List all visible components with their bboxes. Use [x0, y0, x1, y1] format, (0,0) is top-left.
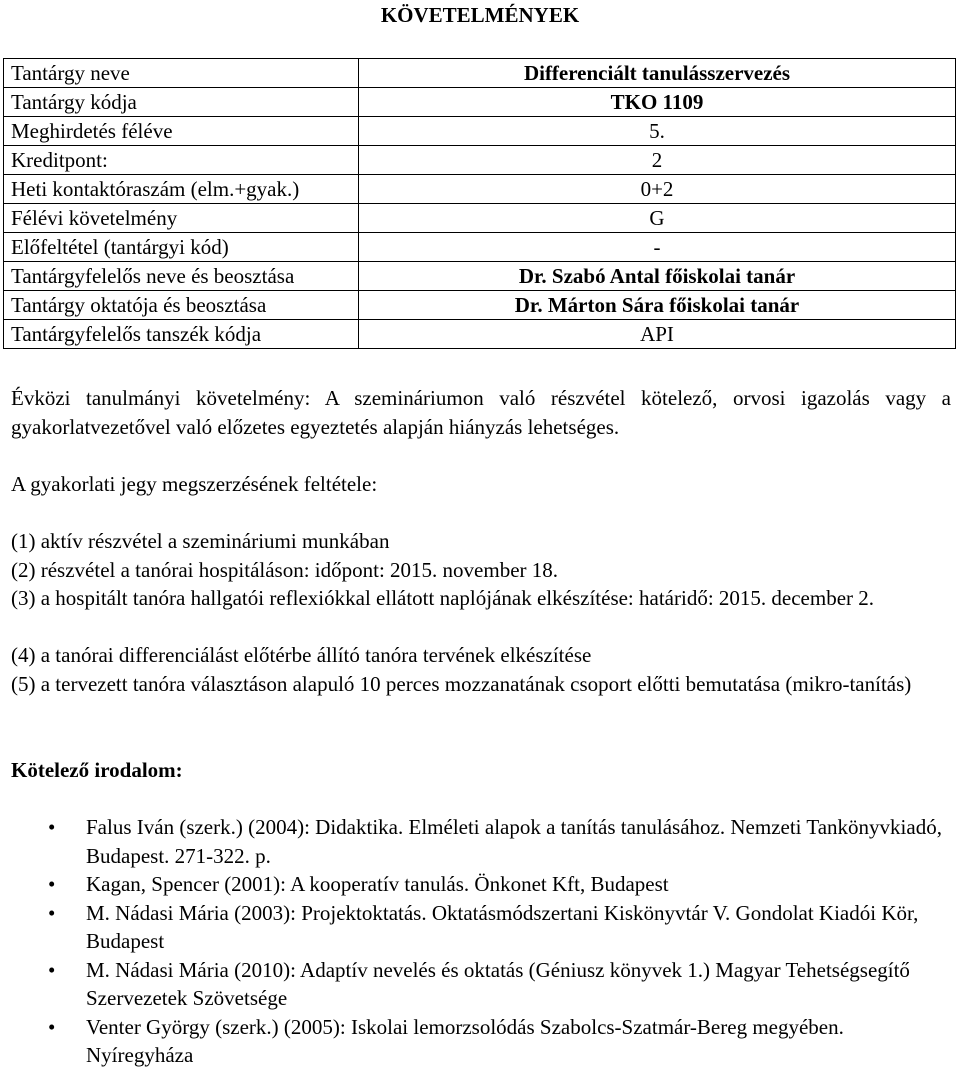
course-info-table: [3, 58, 956, 349]
info-value: G: [359, 204, 956, 233]
info-label: Tantárgy kódja: [4, 88, 359, 117]
info-label: Előfeltétel (tantárgyi kód): [4, 233, 359, 262]
bullet-icon: •: [48, 815, 56, 839]
info-label: Tantárgyfelelős tanszék kódja: [4, 320, 359, 349]
info-value: 0+2: [359, 175, 956, 204]
table-row: [4, 175, 956, 204]
bullet-icon: •: [48, 900, 56, 925]
list-item: [20, 956, 955, 1013]
literature-entry: Venter György (szerk.) (2005): Iskolai lemorzsolódás Szabolcs-Szatmár-Bereg megyében. Nyíregyháza: [86, 1014, 844, 1067]
table-row: [4, 146, 956, 175]
table-row: [4, 233, 956, 262]
table-row: [4, 204, 956, 233]
table-row: [4, 59, 956, 88]
info-value: Differenciált tanulásszervezés: [359, 59, 956, 88]
table-row: [4, 291, 956, 320]
info-label: Kreditpont:: [4, 146, 359, 175]
info-label: Tantárgy neve: [4, 59, 359, 88]
info-value: 5.: [359, 117, 956, 146]
info-value: Dr. Szabó Antal főiskolai tanár: [359, 262, 956, 291]
bullet-icon: •: [48, 957, 56, 982]
table-row: [4, 262, 956, 291]
condition-item: (5) a tervezett tanóra választáson alapuló 10 perces mozzanatának csoport előtti bemutatása (mikro-tanítás): [11, 672, 912, 696]
info-label: Félévi követelmény: [4, 204, 359, 233]
bullet-icon: •: [48, 1014, 56, 1039]
literature-heading: Kötelező irodalom:: [11, 758, 183, 782]
condition-item: (3) a hospitált tanóra hallgatói reflexiókkal ellátott naplójának elkészítése: határidő: 2015. december 2.: [11, 586, 875, 610]
literature-list: [20, 813, 955, 1070]
bullet-icon: •: [48, 872, 56, 896]
info-value: -: [359, 233, 956, 262]
list-item: [20, 1013, 955, 1070]
table-row: [4, 117, 956, 146]
info-label: Tantárgyfelelős neve és beosztása: [4, 262, 359, 291]
info-value: TKO 1109: [359, 88, 956, 117]
info-value: API: [359, 320, 956, 349]
list-item: [20, 899, 955, 956]
info-label: Meghirdetés féléve: [4, 117, 359, 146]
conditions-heading: A gyakorlati jegy megszerzésének feltétele:: [11, 472, 378, 496]
literature-entry: M. Nádasi Mária (2010): Adaptív nevelés és oktatás (Géniusz könyvek 1.) Magyar Tehetségsegítő Szervezetek Szövetsége: [86, 957, 910, 1010]
condition-item: (4) a tanórai differenciálást előtérbe állító tanóra tervének elkészítése: [11, 643, 592, 667]
info-value: 2: [359, 146, 956, 175]
info-label: Heti kontaktóraszám (elm.+gyak.): [4, 175, 359, 204]
list-item: [20, 870, 955, 899]
literature-entry: M. Nádasi Mária (2003): Projektoktatás. Oktatásmódszertani Kiskönyvtár V. Gondolat Kiadói Kör, Budapest: [86, 900, 919, 953]
condition-item: (1) aktív részvétel a szemináriumi munkában: [11, 529, 390, 553]
page-title: KÖVETELMÉNYEK: [380, 3, 580, 27]
table-row: [4, 88, 956, 117]
info-value: Dr. Márton Sára főiskolai tanár: [359, 291, 956, 320]
literature-entry: Falus Iván (szerk.) (2004): Didaktika. Elméleti alapok a tanítás tanulásához. Nemzeti Tankönyvkiadó, Budapest. 271-322. p.: [86, 815, 942, 868]
literature-entry: Kagan, Spencer (2001): A kooperatív tanulás. Önkonet Kft, Budapest: [86, 872, 669, 896]
table-row: [4, 320, 956, 349]
info-label: Tantárgy oktatója és beosztása: [4, 291, 359, 320]
list-item: [20, 813, 955, 870]
condition-item: (2) részvétel a tanórai hospitáláson: időpont: 2015. november 18.: [11, 558, 559, 582]
intro-paragraph: Évközi tanulmányi követelmény: A szemináriumon való részvétel kötelező, orvosi igazolás vagy a gyakorlatvezetővel való előzetes egyeztetés alapján hiányzás lehetséges.: [11, 386, 951, 439]
